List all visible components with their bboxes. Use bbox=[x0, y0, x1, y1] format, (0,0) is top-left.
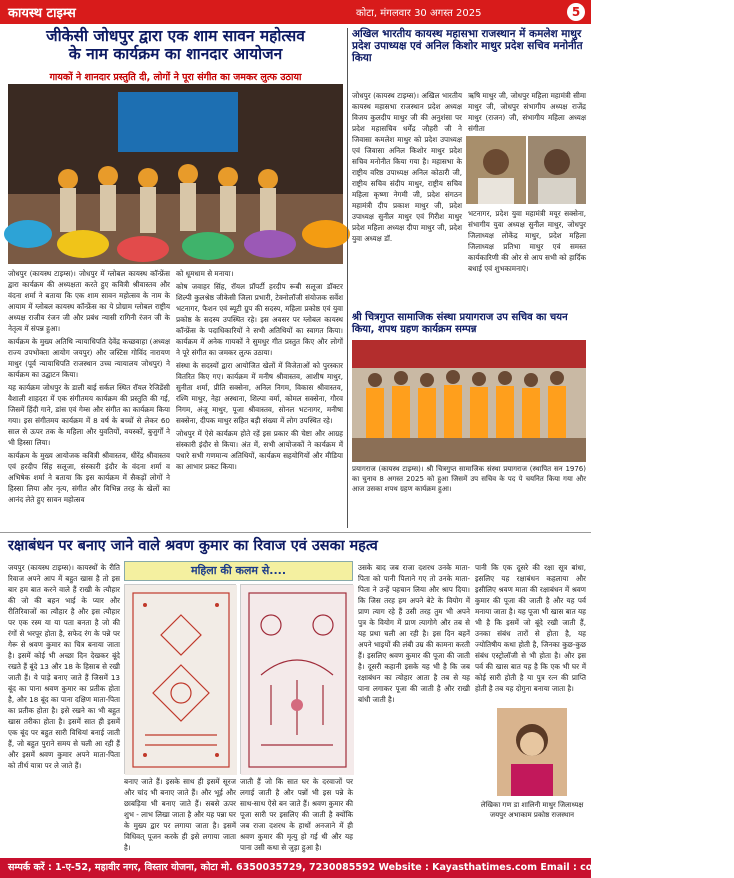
story1-photo bbox=[8, 84, 343, 264]
story1-column-1 bbox=[8, 268, 170, 530]
story3-group-photo bbox=[352, 340, 586, 462]
portrait-photo-1 bbox=[466, 136, 526, 204]
story4-column-2: बनाए जाते हैं। इसके साथ ही इसमें सूरज और चांद भी बनाए जाते हैं। और भूई और छाबड़िया भी बनाए जाते हैं। सबसे ऊपर शुभ - लाभ लिखा जाता है और यह पन्ना घर के मुख्य द्वार पर लगाया जाता है। इसमें विधिवत् पूजन करके ही इसे लगाया जाता है। bbox=[124, 777, 236, 852]
story4-headline: रक्षाबंधन पर बनाए जाने वाले श्रवण कुमार का रिवाज एवं उसका महत्व bbox=[8, 538, 378, 554]
story4-column-4: उसके बाद जब राजा दशरथ उनके माता-पिता को पानी पिलाने गए तो उनके माता-पिता ने उन्हें पहचान लिया और श्राप दिया। कि जिस तरह हम अपने बेटे के वियोग में प्राण त्याग रहे हैं उसी तरह तुम भी अपने पुत्र के वियोग में प्राण त्यागोगे और तब से यह प्रथा चली आ रही है। इस दिन बहनें अपने भाइयों की लंबी उम्र की कामना करती हैं। इसलिए श्रवण कुमार की पूजा की जाती है। दूसरी कहानी इसके यह भी है कि जब रक्षाबंधन का त्योहार आता है तब से यह पाना लगाकर पूजा की जाती है और राखी बांधी जाती है। bbox=[358, 563, 470, 704]
masthead-bar bbox=[0, 0, 591, 24]
story1-headline bbox=[8, 28, 343, 64]
column-divider bbox=[347, 28, 348, 528]
sharvan-kumar-art-2 bbox=[240, 584, 353, 774]
author-photo bbox=[497, 708, 567, 796]
story2-column-2-top: ऋषि माथुर जी, जोधपुर महिला महामंत्री सीमा माथुर जी, जोधपुर संभागीय अध्यक्ष राजेंद्र माथुर (राजन) जी, संभागीय महिला अध्यक्ष संगीता bbox=[468, 91, 586, 133]
story1-paragraph: कार्यक्रम के मुख्य आयोजक कवित्री श्रीवास्तव, धीरेंद्र श्रीवास्तव एवं हरदीप सिंह सलूजा, संस्कारी इंदौर के वंदना शर्मा व अभिषेक शर्मा ने बताया कि इस कार्यक्रम में सैकड़ों लोगों ने हिस्सा लिया और नृत्य, संगीत और विभिन्न तरह के खेलों का आनंद लेते हुए सावन महोत्सव bbox=[8, 451, 170, 504]
story1-paragraph: संस्था के सदस्यों द्वारा आयोजित खेलों में विजेताओं को पुरस्कार वितरित किए गए। कार्यक्रम में मनीष श्रीवास्तव, आशीष माथुर, सुनीता शर्मा, प्रीति सक्सेना, अनिल निगम, विकास श्रीवास्तव, रश्मि माथुर, नेहा अस्थाना, शिल्पा वर्मा, कोमल सक्सेना, गौरव निगम, अंजू माथुर, पूजा श्रीवास्तव, सोनल भटनागर, मनीषा सक्सेना, दीपक माथुर सहित बड़ी संख्या में लोग उपस्थित रहे। bbox=[176, 361, 343, 425]
story1-photo-illustration bbox=[8, 84, 343, 264]
author-caption: लेखिका गण डा शालिनी माथुर जिलाध्यक्ष जयपुर अभाकाम प्रकोष्ठ राजस्थान bbox=[480, 801, 584, 819]
story2-headline: अखिल भारतीय कायस्थ महासभा राजस्थान में कमलेश माथुर प्रदेश उपाध्यक्ष एवं अनिल किशोर माथुर प्रदेश सचिव मनोनीत किया bbox=[352, 28, 583, 65]
story1-paragraph: जोधपुर में ऐसे कार्यक्रम होते रहें इस प्रकार की चेष्टा और आग्रह संस्कारी इंदौर से किया। अंत में, सभी आयोजकों ने कार्यक्रम में पधारे सभी गणमान्य अतिथियों, कार्यक्रम सहयोगियों और मीडिया का आभार प्रकट किया। bbox=[176, 429, 343, 471]
story1-paragraph: जोधपुर (कायस्थ टाइम्स)। जोधपुर में ग्लोबल कायस्थ कॉन्फ्रेंस द्वारा कार्यक्रम की अध्यक्षता करते हुए कवित्री श्रीवास्तव और वंदना शर्मा ने बताया कि एक शाम सावन महोत्सव के नाम के आयाम में ग्लोबल कायस्थ कॉन्फ्रेंस का ये प्रोग्राम ग्लोबल राष्ट्रीय अध्यक्ष राजीव रंजन जी और प्रबंध न्यासी रागिनी रंजन जी के नेतृत्व में संपन्न हुआ। bbox=[8, 269, 170, 333]
story4-column-1: जयपुर (कायस्थ टाइम्स)। कायस्थों के रीति रिवाज अपने आप में बहुत खास है तो इस बार हम बात करने वाले हैं राखी के त्यौहार की जो की बहन भाई के प्यार और रीतिरिवाजों का त्यौहार है और इस त्यौहार पर एक रस्म या या पता बनता है जो की रंगों से भरपूर होता है, सफेद रंग के पन्ने पर गेरू से श्रवण कुमार का चित्र बनाया जाता है। इसमें कोई भी अच्छा दिन देखकर बूंदे रखते हैं बूंदे 13 और 18 के हिसाब से रखी जाती हैं। ये पाड़े बनाए जाते हैं जिसमें 13 बूंद का पाना श्रवण कुमार का प्रतीक होता है, और 18 बूंद का पाना दक्षिण माता-पिता का प्रतीक होता है। इसे रखने का भी बहुत खास तरीका होता है। इसमें सात ही इसमें एक बूंद पर बहुत सारी विधियां बनाई जाती हैं, जो बहुत पुराने समय से चली आ रही हैं और इसमें श्रवण कुमार अपने माता-पिता को तीर्थ यात्रा पर ले जाते हैं। bbox=[8, 563, 120, 770]
footer-contact-bar: सम्पर्क करें : 1-ए-52, महावीर नगर, विस्तार योजना, कोटा मो. 6350035729, 7230085592 Website : Kayasthatimes.com Email : contact@kayasthatimes.com bbox=[0, 858, 591, 878]
story2-column-2-bottom: भटनागर, प्रदेश युवा महामंत्री मयूर सक्सेना, संभागीय युवा अध्यक्ष सुनील माथुर, जोधपुर जिलाध्यक्ष लोकेंद्र माथुर, प्रदेश महिला जिलाध्यक्ष प्रतिभा माथुर एवं समस्त कार्यकारिणी की ओर से आप सभी को हार्दिक बधाई एवं शुभकामनाएं। bbox=[468, 209, 586, 273]
story2-column-1: जोधपुर (कायस्थ टाइम्स)। अखिल भारतीय कायस्थ महासभा राजस्थान प्रदेश अध्यक्ष विजय कुलदीप माथुर जी की अनुशंसा पर प्रदेश महासचिव धर्मेंद्र जौहरी जी ने जिवासा कमलेश माथुर को प्रदेश उपाध्यक्ष एवं जिवासा अनिल किशोर माथुर प्रदेश सचिव मनोनीत किया गया है। महासभा के राष्ट्रीय वरिष्ठ उपाध्यक्ष अनिल कोठारी जी, राष्ट्रीय सचिव संदीप माथुर, राष्ट्रीय सचिव महिला कृष्णा नेगमी जी, प्रदेश संगठन महामंत्री दीप प्रकाश माथुर जी, प्रदेश उपाध्यक्ष सुनील माथुर एवं गिरीश माथुर प्रदेश महिला अध्यक्ष दीपा माथुर जी, प्रदेश युवा अध्यक्ष डॉ. bbox=[352, 91, 462, 243]
story3-headline: श्री चित्रगुप्त सामाजिक संस्था प्रयागराज उप सचिव का चयन किया, शपथ ग्रहण कार्यक्रम सम्पन्न bbox=[352, 312, 568, 335]
story1-paragraph: कार्यक्रम के मुख्य अतिथि न्यायाधिपति देवेंद्र कच्छवाहा (अध्यक्ष राज्य उपभोक्ता आयोग जयपुर) और जस्टिस गोविंद नारायण माथुर (पूर्व न्यायाधिपति राजस्थान उच्च न्यायालय जोधपुर) ने कार्यक्रम का उद्घाटन किया। bbox=[8, 337, 170, 379]
story1-paragraph: कोष जवाहर सिंह, रॉयल प्रॉपर्टी हरदीप रूबी सलूजा डॉक्टर शिल्पी कुलश्रेष्ठ जीकेसी जिला प्रभारी, टेक्नोलॉजी संयोजक सर्वेश भटनागर, फैशन एवं ब्यूटी ग्रुप की सदस्य, महिला प्रकोष्ठ एवं युवा प्रकोष्ठ के सदस्य उपस्थित रहे। इस अवसर पर ग्लोबल कायस्थ कॉन्फ्रेंस के पदाधिकारियों ने सभी अतिथियों का स्वागत किया। कार्यक्रम में अनेक गायकों ने सुमधुर गीत प्रस्तुत किए और लोगों ने पूरे संगीत का जमकर लुत्फ उठाया। bbox=[176, 282, 343, 357]
section-label-mahila: महिला की कलम से.... bbox=[124, 561, 353, 581]
masthead-date: कोटा, मंगलवार 30 अगस्त 2025 bbox=[356, 8, 482, 19]
story1-subhead: गायकों ने शानदार प्रस्तुति दी, लोगों ने पूरा संगीत का जमकर लुत्फ उठाया bbox=[8, 70, 343, 83]
story1-headline-line2: के नाम कार्यक्रम का शानदार आयोजन bbox=[68, 44, 283, 63]
story1-paragraph: यह कार्यक्रम जोधपुर के डाली बाई सर्कल स्थित रॉयल रेजिडेंसी वैशाली शाहदरा में एक संगीतमय कार्यक्रम की प्रस्तुति की गई, जिसमें हिंदी गाने, डांस एवं गेम्स और संगीत का कार्यक्रम किया गया। इस संगीतमय कार्यक्रम में 8 वर्ष के बच्चों से लेकर 60 साल से ऊपर तक के महिला और युवतियों, वयस्कों, बुजुर्गों ने भी हिस्सा लिया। bbox=[8, 383, 170, 447]
story3-caption: प्रयागराज (कायस्थ टाइम्स)। श्री चित्रगुप्त सामाजिक संस्था प्रयागराज (स्थापित सन 1976) का चुनाव 8 अगस्त 2025 को हुआ जिसमें उप सचिव के पद पे चयनित किया गया और आज उसका शपथ ग्रहण कार्यक्रम हुआ। bbox=[352, 465, 586, 493]
story1-column-2 bbox=[176, 268, 343, 530]
section-divider bbox=[0, 532, 591, 533]
story1-paragraph: को धूमधाम से मनाया। bbox=[176, 269, 234, 278]
story4-column-5: पानी कि एक दूसरे की रक्षा सूत्र बांधा, इसलिए यह रक्षाबंधन कहलाया और इसीलिए श्रवण माता की रक्षाबंधन में श्रवण कुमार की पूजा की जाती है और यह पर्व मनाया जाता है। यह पूजा भी खास बात यह भी है कि इसमें जो बूंदे रखी जाती हैं, उनका संबंध तारों से होता है, यह ज्योतिषीय कथा होती है, जिनका कुछ-कुछ संबंध एस्ट्रोलॉजी से भी होता है। और इस पर्व की खास बात यह है कि एक भी घर में कोई सारी होती है या पुत्र रत्न की प्राप्ति होती है तब यह दोगुना बनाया जाता है। bbox=[475, 563, 586, 693]
masthead-title: कायस्थ टाइम्स bbox=[8, 6, 76, 21]
portrait-photo-2 bbox=[528, 136, 586, 204]
story4-column-3: जाती हैं जो कि सात घर के दरवाजों पर लगाई जाती है और पन्नों भी इस पन्ने के साथ-साथ ऐसे बन जाते हैं। श्रवण कुमार की पूजा सारी पर इसलिए की जाती है क्योंकि जब राजा दशरथ के हाथों अनजाने में ही श्रवण कुमार की मृत्यु हो गई थी और यह पाना उसी कथा से जुड़ा हुआ है। bbox=[240, 777, 353, 852]
story1-headline-line1: जीकेसी जोधपुर द्वारा एक शाम सावन महोत्सव bbox=[46, 27, 305, 45]
page-number: 5 bbox=[567, 3, 585, 21]
sharvan-kumar-art-1 bbox=[124, 584, 236, 774]
